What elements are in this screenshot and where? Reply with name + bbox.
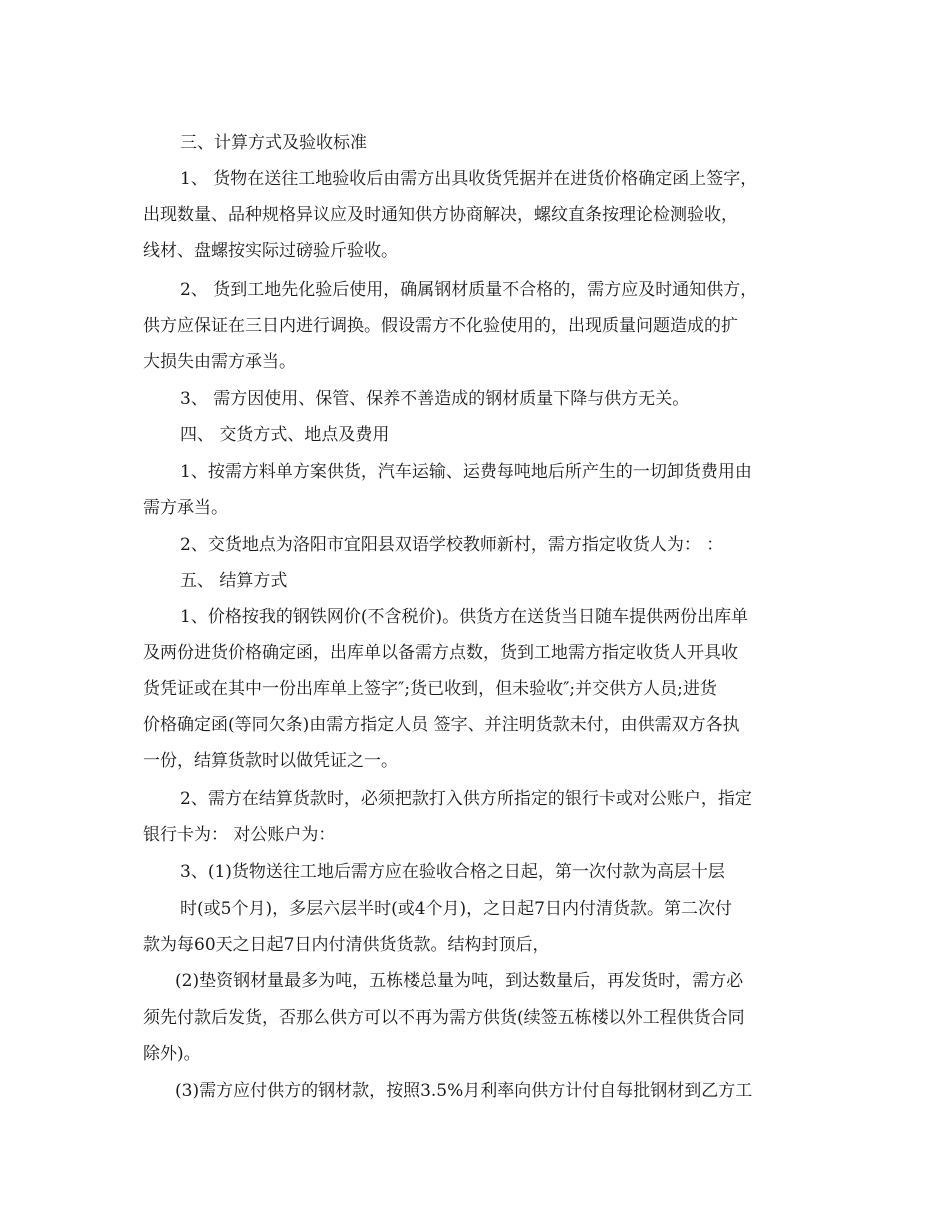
paragraph-line: 一份，结算货款时以做凭证之一。: [143, 751, 398, 771]
paragraph-line: 出现数量、品种规格异议应及时通知供方协商解决，螺纹直条按理论检测验收，: [143, 205, 738, 225]
paragraph-line: 2、 货到工地先化验后使用，确属钢材质量不合格的，需方应及时通知供方，: [180, 280, 758, 300]
paragraph-line: 大损失由需方承当。: [143, 352, 296, 372]
section-heading: 五、 结算方式: [180, 571, 288, 591]
paragraph-line: 银行卡为： 对公账户为：: [143, 825, 336, 845]
section-heading: 四、 交货方式、地点及费用: [180, 425, 390, 445]
paragraph-line: 3、 需方因使用、保管、保养不善造成的钢材质量下降与供方无关。: [180, 389, 690, 409]
paragraph-line: 1、按需方料单方案供货，汽车运输、运费每吨地后所产生的一切卸货费用由: [180, 462, 752, 482]
paragraph-line: 价格确定函(等同欠条)由需方指定人员 签字、并注明货款未付，由供需双方各执: [143, 715, 740, 735]
paragraph-line: (3)需方应付供方的钢材款，按照3.5%月利率向供方计付自每批钢材到乙方工: [175, 1081, 753, 1101]
section-heading: 三、计算方式及验收标准: [180, 133, 367, 153]
paragraph-line: 需方承当。: [143, 498, 228, 518]
paragraph-line: 时(或5个月)，多层六层半时(或4个月)，之日起7日内付清货款。第二次付: [180, 899, 732, 919]
paragraph-line: 1、价格按我的钢铁网价(不含税价)。供货方在送货当日随车提供两份出库单: [180, 607, 749, 627]
paragraph-line: 除外)。: [143, 1044, 201, 1064]
paragraph-line: 须先付款后发货，否那么供方可以不再为需方供货(续签五栋楼以外工程供货合同: [143, 1008, 745, 1028]
paragraph-line: 3、(1)货物送往工地后需方应在验收合格之日起，第一次付款为高层十层: [180, 862, 725, 882]
paragraph-line: 2、交货地点为洛阳市宜阳县双语学校教师新村，需方指定收货人为： ：: [180, 535, 724, 555]
paragraph-line: 线材、盘螺按实际过磅验斤验收。: [143, 241, 398, 261]
paragraph-line: 货凭证或在其中一份出库单上签字″;货已收到，但未验收″;并交供方人员;进货: [143, 679, 717, 699]
paragraph-line: 2、需方在结算货款时，必须把款打入供方所指定的银行卡或对公账户，指定: [180, 789, 752, 809]
paragraph-line: 1、 货物在送往工地验收后由需方出具收货凭据并在进货价格确定函上签字，: [180, 169, 758, 189]
paragraph-line: 款为每60天之日起7日内付清供货货款。结构封顶后，: [143, 935, 550, 955]
paragraph-line: 供方应保证在三日内进行调换。假设需方不化验使用的，出现质量问题造成的扩: [143, 316, 738, 336]
paragraph-line: (2)垫资钢材量最多为吨，五栋楼总量为吨，到达数量后，再发货时，需方必: [175, 971, 744, 991]
paragraph-line: 及两份进货价格确定函，出库单以备需方点数，货到工地需方指定收货人开具收: [143, 643, 738, 663]
